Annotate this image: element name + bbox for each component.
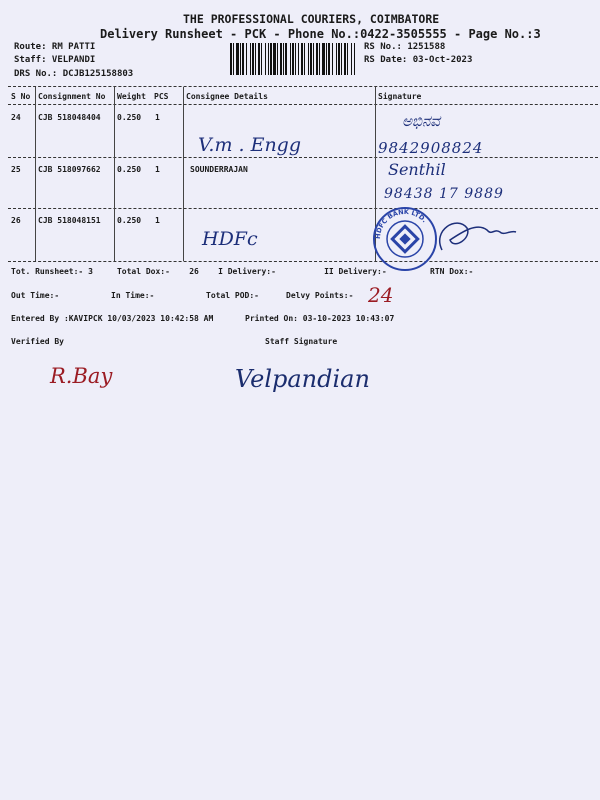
handwritten-signature: ಅಭಿನವ [402,112,440,130]
col-header-sno: S No [11,92,31,101]
row-sno: 24 [11,113,21,122]
row-weight: 0.250 [117,216,142,225]
rs-date: RS Date: 03-Oct-2023 [364,55,473,65]
staff: Staff: VELPANDI [14,55,96,65]
col-header-weight: Weight [117,92,146,101]
delvy-points: Delvy Points:- [286,291,354,300]
row-weight: 0.250 [117,165,142,174]
row-weight: 0.250 [117,113,142,122]
handwritten-consignee: V.m . Engg [198,134,302,156]
column-divider [183,87,184,261]
row-sno: 26 [11,216,21,225]
handwritten-phone: 98438 17 9889 [384,186,504,202]
company-title: THE PROFESSIONAL COURIERS, COIMBATORE [183,12,440,26]
staff-signature-label: Staff Signature [265,337,338,346]
row-pcs: 1 [155,216,160,225]
handwritten-phone: 9842908824 [378,139,484,157]
bank-stamp [372,206,438,272]
row-consignee: SOUNDERRAJAN [190,165,248,174]
row-rule [8,157,598,158]
printed-on: Printed On: 03-10-2023 10:43:07 [245,314,395,323]
drs-no: DRS No.: DCJB125158803 [14,69,134,79]
column-divider [114,87,115,261]
verified-by-label: Verified By [11,337,64,346]
staff-signature: Velpandian [235,365,370,393]
handwritten-delvy-points: 24 [368,283,394,307]
table-header-rule [8,104,598,105]
handwritten-signature: Senthil [388,160,446,179]
signature-scribble [432,210,522,260]
row-consignment: CJB 518048151 [38,216,101,225]
row-consignment: CJB 518097662 [38,165,101,174]
row-pcs: 1 [155,113,160,122]
out-time: Out Time:- [11,291,60,300]
row-rule [8,208,598,209]
row-sno: 25 [11,165,21,174]
svg-text:HDFC BANK LTD.: HDFC BANK LTD. [373,207,429,240]
runsheet-subtitle: Delivery Runsheet - PCK - Phone No.:0422-3505555 - Page No.:3 [100,27,541,41]
table-bottom-rule [8,261,598,262]
col-header-pcs: PCS [154,92,169,101]
entered-by: Entered By :KAVIPCK 10/03/2023 10:42:58 AM [11,314,214,323]
col-header-consignee: Consignee Details [186,92,268,101]
verified-signature: R.Bay [50,364,113,388]
col-header-signature: Signature [378,92,422,101]
row-pcs: 1 [155,165,160,174]
in-time: In Time:- [111,291,155,300]
rs-no: RS No.: 1251588 [364,42,446,52]
table-top-rule [8,86,598,87]
col-header-consignment: Consignment No [38,92,106,101]
row-consignment: CJB 518048404 [38,113,101,122]
column-divider [35,87,36,261]
barcode [230,43,355,75]
total-pod: Total POD:- [206,291,259,300]
totals-line: Tot. Runsheet:- 3 Total Dox:- 26 I Delivery:- II Delivery:- RTN Dox:- [11,267,474,276]
route: Route: RM PATTI [14,42,96,52]
handwritten-consignee: HDFc [202,228,258,250]
